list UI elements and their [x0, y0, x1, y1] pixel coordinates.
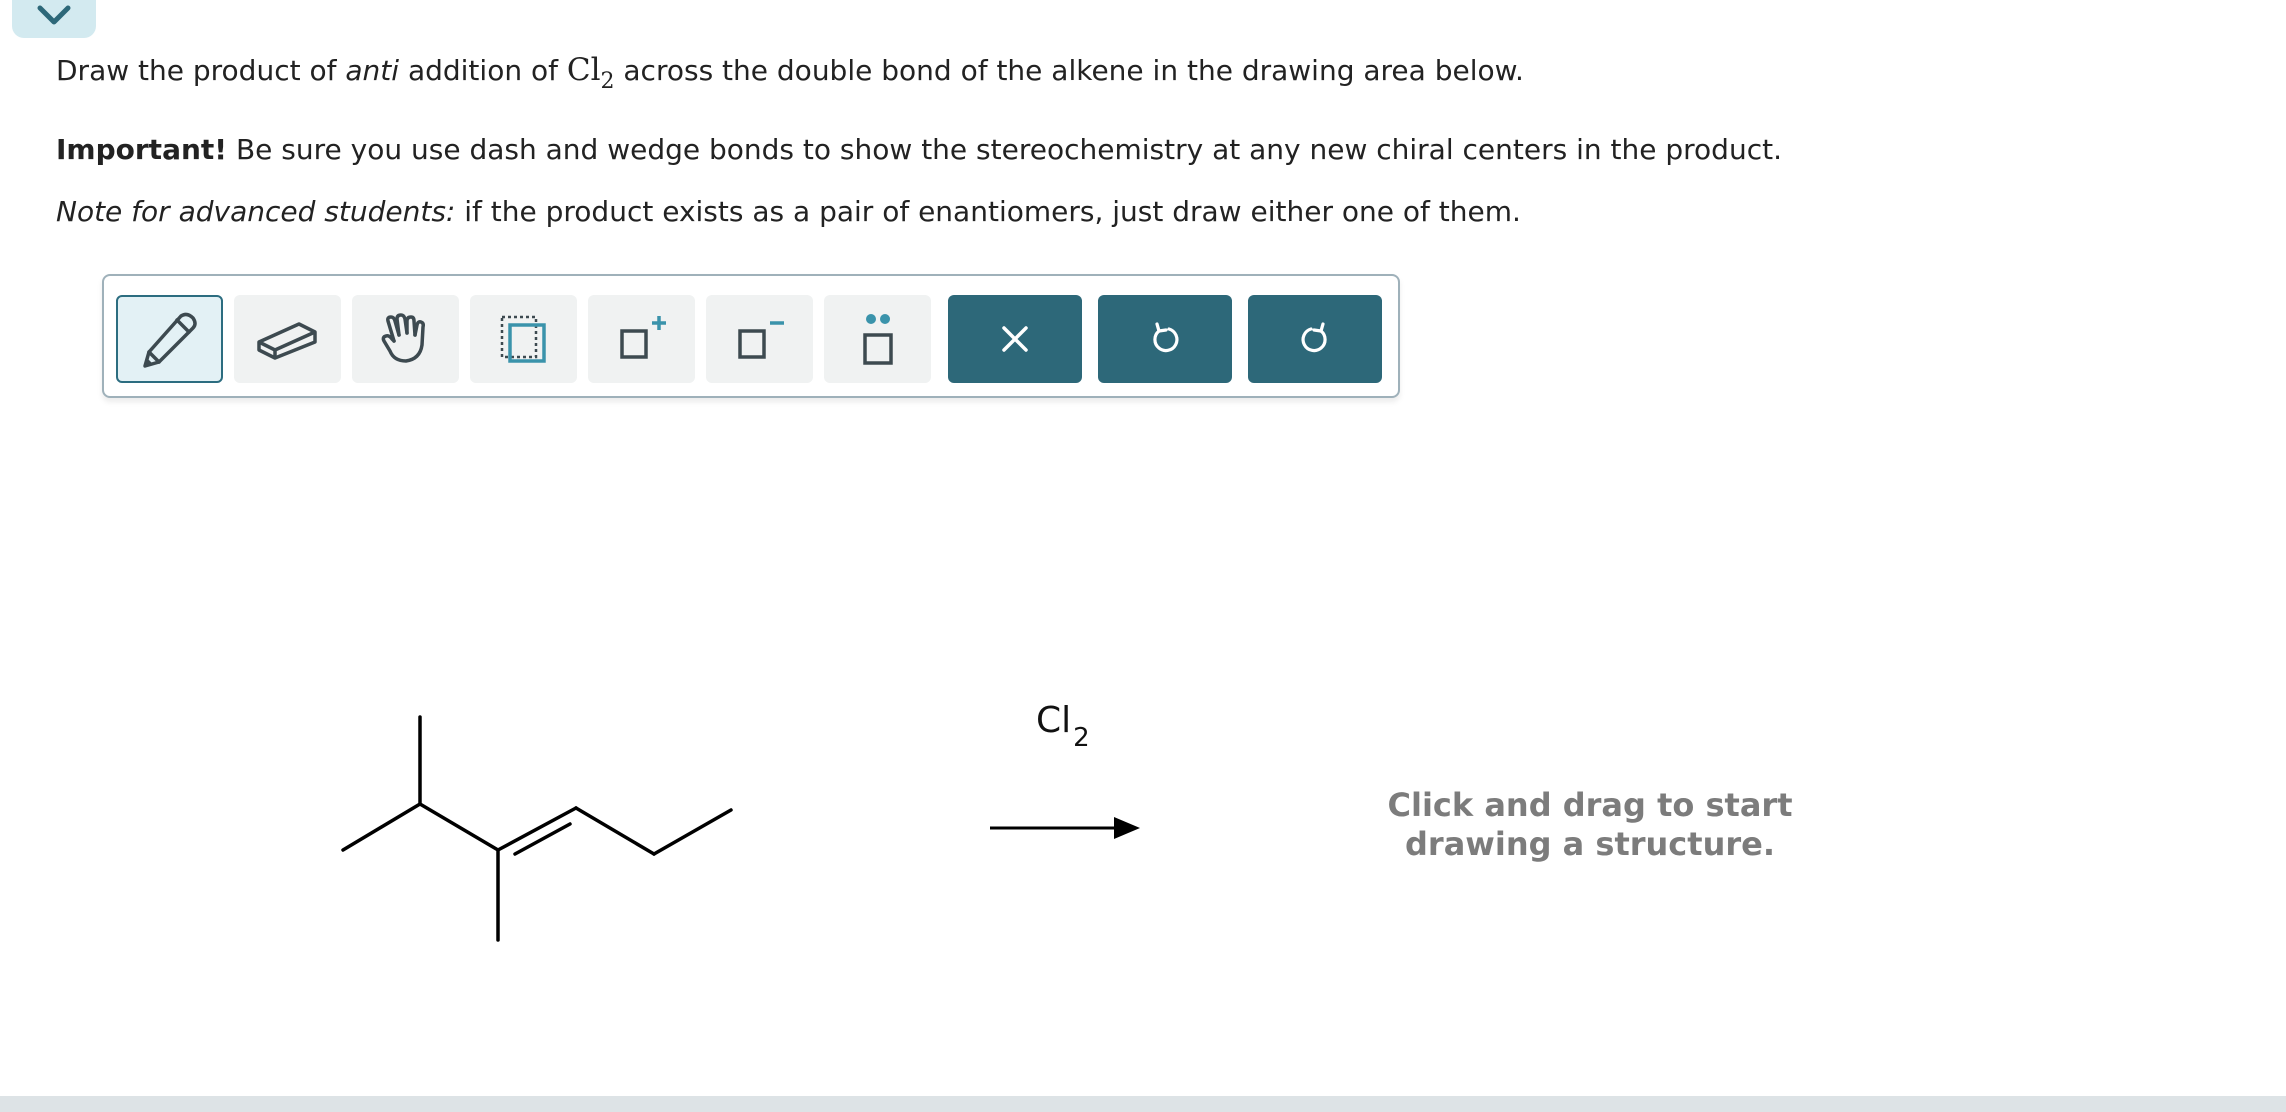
instruction-text: Be sure you use dash and wedge bonds to show the stereochemistry at any new chiral centers in the product.: [227, 133, 1782, 166]
negative-charge-icon: [730, 311, 790, 367]
hand-tool-button[interactable]: [352, 295, 459, 383]
select-box-icon: [496, 311, 552, 367]
eraser-tool-button[interactable]: [234, 295, 341, 383]
instruction-line-1: [56, 50, 1524, 94]
bond: [576, 808, 654, 854]
canvas-hint: Click and drag to start drawing a structure.: [1387, 786, 1793, 863]
bottom-bar: [0, 1096, 2286, 1112]
lone-pair-icon: [853, 309, 903, 369]
reagent-label: $Cl_2$: [1036, 700, 1090, 753]
select-tool-button[interactable]: [470, 295, 577, 383]
double-bond-inner: [515, 824, 570, 854]
anti-emphasis: anti: [345, 54, 400, 87]
clear-button[interactable]: [948, 295, 1082, 383]
lone-pair-button[interactable]: [824, 295, 931, 383]
instruction-text: across the double bond of the alkene in the drawing area below.: [614, 54, 1524, 87]
instruction-text: if the product exists as a pair of enantiomers, just draw either one of them.: [455, 195, 1521, 228]
pencil-tool-button[interactable]: [116, 295, 223, 383]
increase-charge-button[interactable]: [588, 295, 695, 383]
chlorine-formula: $Cl_2$: [566, 52, 615, 94]
decrease-charge-button[interactable]: [706, 295, 813, 383]
undo-button[interactable]: [1098, 295, 1232, 383]
important-label: Important!: [56, 133, 228, 166]
instruction-text: addition of: [399, 54, 567, 87]
close-icon: [998, 322, 1032, 356]
advanced-note-label: Note for advanced students:: [56, 195, 456, 228]
instruction-line-3: [56, 192, 1521, 232]
redo-button[interactable]: [1248, 295, 1382, 383]
bond: [343, 804, 420, 850]
redo-icon: [1297, 321, 1333, 357]
eraser-icon: [253, 314, 323, 364]
undo-icon: [1147, 321, 1183, 357]
reaction-arrow: [988, 812, 1144, 844]
chevron-down-icon: [34, 2, 74, 28]
bond: [654, 810, 731, 854]
instruction-text: Draw the product of: [56, 54, 346, 87]
reactant-alkene-structure: [320, 700, 740, 950]
bond: [420, 804, 498, 850]
pencil-icon: [135, 308, 205, 370]
collapse-toggle[interactable]: [12, 0, 96, 38]
hand-icon: [376, 311, 436, 367]
instruction-line-2: [56, 130, 1782, 170]
positive-charge-icon: [612, 311, 672, 367]
drawing-toolbar: [102, 274, 1400, 398]
